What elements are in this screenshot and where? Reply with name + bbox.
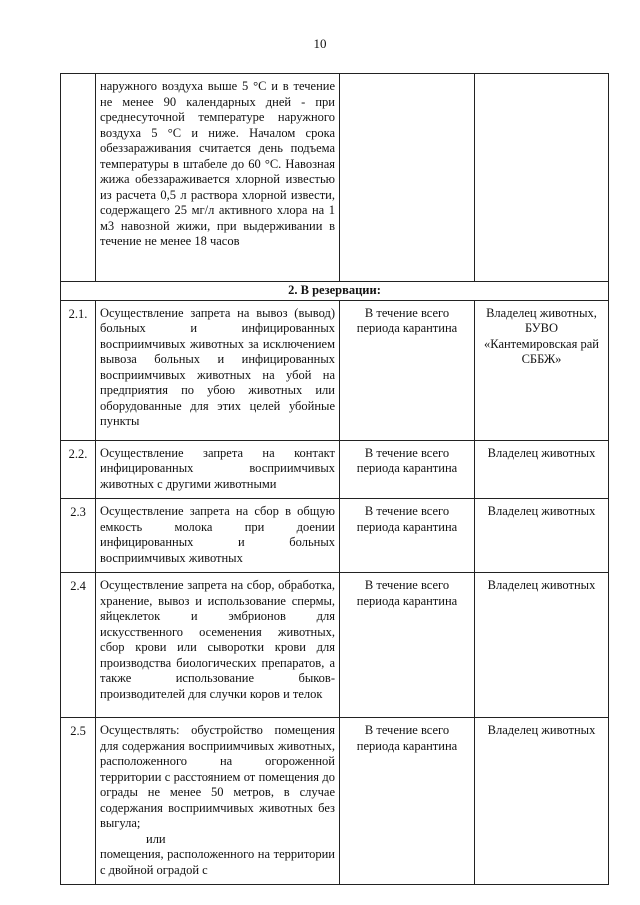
owner-text: Владелец животных: [475, 440, 609, 499]
num-cell: [61, 74, 96, 282]
period-text: В течение всего периода карантина: [340, 440, 475, 499]
section-header-row: [61, 282, 609, 301]
period-text: В течение всего периода карантина: [340, 499, 475, 573]
owner-text: Владелец животных: [475, 499, 609, 573]
table-row: [61, 300, 609, 440]
measure-text: наружного воздуха выше 5 °С и в течение не менее 90 календарных дней - при среднесуточной температуре наружного воздуха 5 °С и ниже. Началом срока обеззараживания считается день подъема температуры в штабеле до 60 °С. Навозная жижа обеззараживается хлорной известью из расчета 0,5 л раствора хлорной извести, содержащего 25 мг/л активного хлора на 1 м3 навозной жижи, при выдерживании в течение не менее 18 часов: [96, 74, 340, 282]
row-number: 2.4: [61, 573, 96, 718]
period-text: В течение всего периода карантина: [340, 718, 475, 885]
measure-text-or: или: [146, 831, 166, 846]
row-number: 2.3: [61, 499, 96, 573]
measure-text: Осуществление запрета на сбор, обработка, хранение, вывоз и использование спермы, яйцеклеток и эмбрионов для искусственного осеменения животных, сбор крови или сыворотки крови для производства биологических препаратов, а также использование быков-производителей для случки коров и телок: [96, 573, 340, 718]
period-text: В течение всего периода карантина: [340, 573, 475, 718]
measure-text-cell: [96, 718, 340, 885]
measure-text: Осуществление запрета на контакт инфицированных восприимчивых животных с другими животными: [96, 440, 340, 499]
period-text: В течение всего периода карантина: [340, 300, 475, 440]
row-number: 2.2.: [61, 440, 96, 499]
row-number: 2.5: [61, 718, 96, 885]
measure-text: Осуществление запрета на вывоз (вывод) больных и инфицированных восприимчивых животных за исключением вывоза больных и инфицированных восприимчивых животных на убой на предприятия по убою животных или оборудованные для этих целей убойные пункты: [96, 300, 340, 440]
period-cell: [340, 74, 475, 282]
measure-text-continued: помещения, расположенного на территории с двойной оградой с: [100, 847, 335, 877]
measure-text: Осуществлять: обустройство помещения для содержания восприимчивых животных, расположенного на огороженной территории с расстоянием от помещения до ограды не менее 50 метров, в случае содержания восприимчивых животных без выгула;: [100, 723, 335, 830]
section-title: 2. В резервации:: [61, 282, 609, 301]
row-number: 2.1.: [61, 300, 96, 440]
table-row: [61, 573, 609, 718]
owner-text: Владелец животных: [475, 573, 609, 718]
table-row: [61, 718, 609, 885]
measures-table: [60, 73, 609, 885]
table-row: [61, 440, 609, 499]
table-row: [61, 74, 609, 282]
owner-cell: [475, 74, 609, 282]
owner-text: Владелец животных, БУВО «Кантемировская рай СББЖ»: [475, 300, 609, 440]
measure-text: Осуществление запрета на сбор в общую емкость молока при доении инфицированных и больных восприимчивых животных: [96, 499, 340, 573]
owner-text: Владелец животных: [475, 718, 609, 885]
page-number: 10: [313, 36, 327, 51]
table-row: [61, 499, 609, 573]
